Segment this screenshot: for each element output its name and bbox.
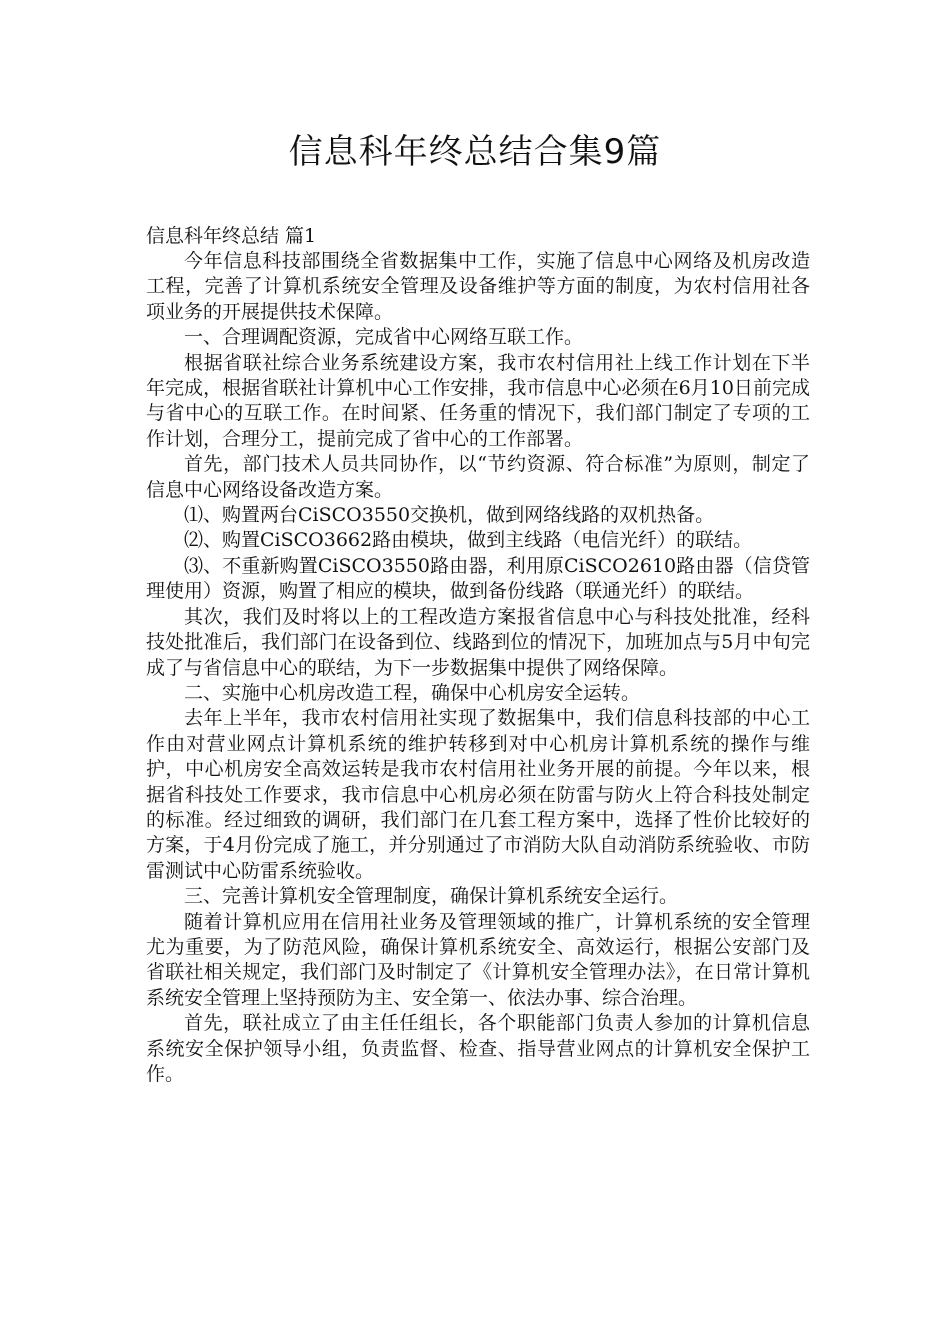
paragraph: 根据省联社综合业务系统建设方案，我市农村信用社上线工作计划在下半年完成，根据省联社计算机中心工作安排，我市信息中心必须在6月10日前完成与省中心的互联工作。在时间紧、任务重的情况下，我们部门制定了专项的工作计划，合理分工，提前完成了省中心的工作部署。 <box>146 351 810 450</box>
section-heading: 信息科年终总结 篇1 <box>146 225 317 247</box>
paragraph: 首先，部门技术人员共同协作，以“节约资源、符合标准”为原则，制定了信息中心网络设备改造方案。 <box>146 453 810 501</box>
paragraph-intro: 今年信息科技部围绕全省数据集中工作，实施了信息中心网络及机房改造工程，完善了计算机系统安全管理及设备维护等方面的制度，为农村信用社各项业务的开展提供技术保障。 <box>146 250 810 323</box>
list-item: ⑴、购置两台CiSCO3550交换机，做到网络线路的双机热备。 <box>184 504 715 527</box>
list-item: ⑶、不重新购置CiSCO3550路由器，利用原CiSCO2610路由器（信贷管理使用）资源，购置了相应的模块，做到备份线路（联通光纤）的联结。 <box>146 554 810 603</box>
document-title: 信息科年终总结合集9篇 <box>288 132 662 172</box>
paragraph: 随着计算机应用在信用社业务及管理领域的推广，计算机系统的安全管理尤为重要，为了防范风险，确保计算机系统安全、高效运行，根据公安部门及省联社相关规定，我们部门及时制定了《计算机安全管理办法》，在日常计算机系统安全管理上坚持预防为主、安全第一、依法办事、综合治理。 <box>146 910 810 1009</box>
paragraph: 首先，联社成立了由主任任组长，各个职能部门负责人参加的计算机信息系统安全保护领导小组，负责监督、检查、指导营业网点的计算机安全保护工作。 <box>146 1012 810 1085</box>
paragraph: 去年上半年，我市农村信用社实现了数据集中，我们信息科技部的中心工作由对营业网点计算机系统的维护转移到对中心机房计算机系统的操作与维护，中心机房安全高效运转是我市农村信用社业务开展的前提。今年以来，根据省科技处工作要求，我市信息中心机房必须在防雷与防火上符合科技处制定的标准。经过细致的调研，我们部门在几套工程方案中，选择了性价比较好的方案，于4月份完成了施工，并分别通过了市消防大队自动消防系统验收、市防雷测试中心防雷系统验收。 <box>146 707 810 882</box>
paragraph: 其次，我们及时将以上的工程改造方案报省信息中心与科技处批准，经科技处批准后，我们部门在设备到位、线路到位的情况下，加班加点与5月中旬完成了与省信息中心的联结，为下一步数据集中提供了网络保障。 <box>146 605 810 679</box>
document-body <box>146 224 810 1087</box>
list-item: ⑵、购置CiSCO3662路由模块，做到主线路（电信光纤）的联结。 <box>184 529 753 552</box>
heading-part-three: 三、完善计算机安全管理制度，确保计算机系统安全运行。 <box>184 885 679 908</box>
heading-part-one: 一、合理调配资源，完成省中心网络互联工作。 <box>184 326 584 349</box>
heading-part-two: 二、实施中心机房改造工程，确保中心机房安全运转。 <box>184 681 641 704</box>
